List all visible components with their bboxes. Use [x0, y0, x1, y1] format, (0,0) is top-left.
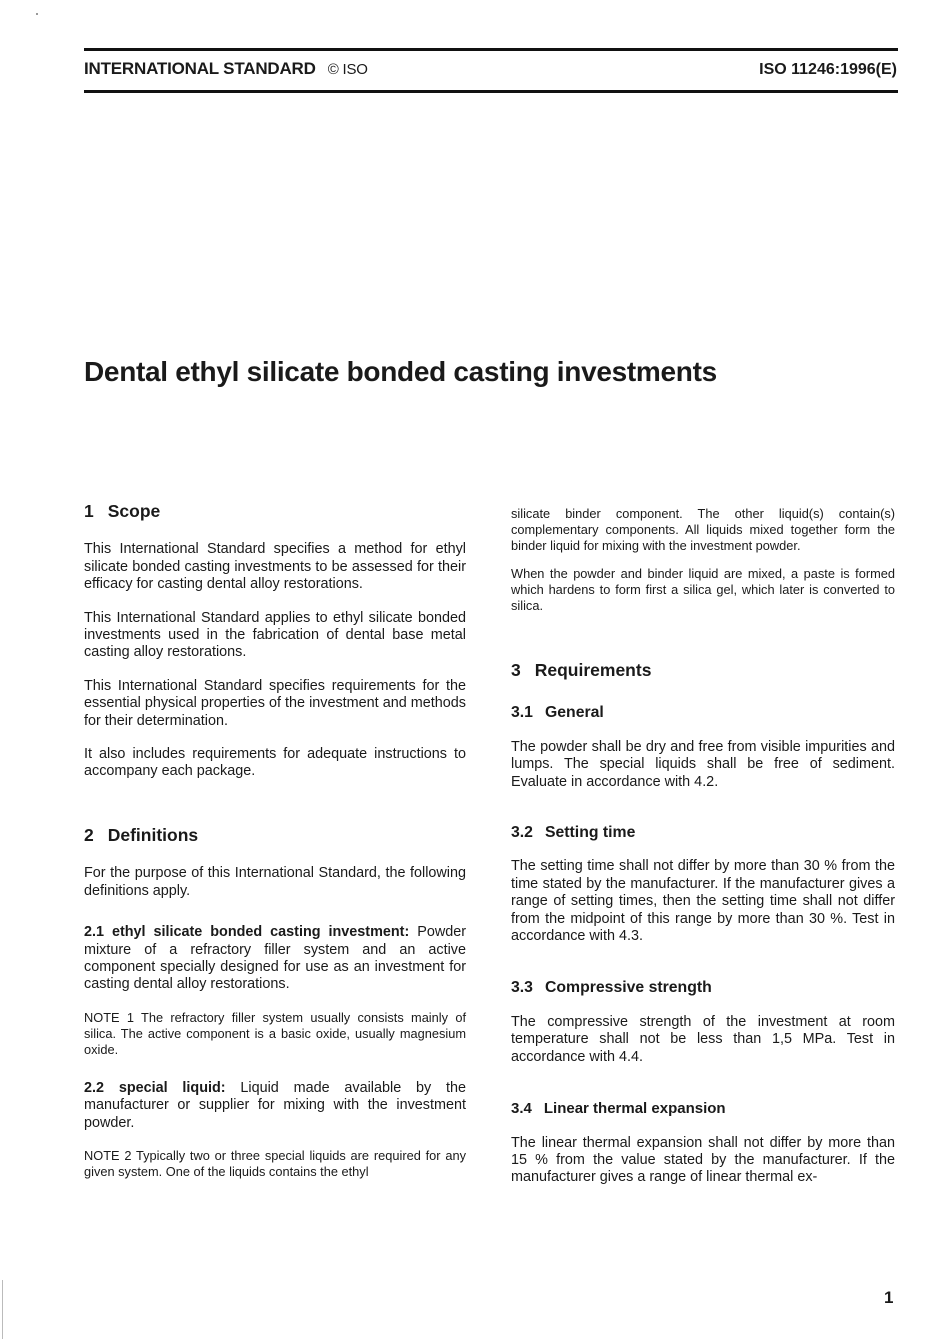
subsection-number: 3.1 — [511, 704, 533, 722]
subsection-title: Linear thermal expansion — [543, 1100, 726, 1118]
section-requirements-heading — [511, 662, 895, 679]
section-title: Definitions — [107, 824, 199, 845]
scan-edge-mark — [2, 1280, 3, 1339]
subsection-number: 3.4 — [511, 1100, 532, 1118]
definition-number: 2.1 — [84, 924, 105, 941]
definition-2-1 — [84, 924, 466, 994]
subsection-title: General — [544, 704, 604, 722]
section-title: Scope — [107, 501, 161, 521]
linear-thermal-expansion-text: The linear thermal expansion shall not differ by more than 15 % from the value stated by the manufacturer. If the manufacturer gives a range of linear thermal ex- — [511, 1134, 895, 1186]
header-standard-label — [84, 59, 368, 79]
subsection-general-heading — [511, 704, 895, 721]
section-number: 1 — [84, 501, 94, 521]
subsection-number: 3.3 — [511, 979, 533, 997]
section-definitions-heading — [84, 824, 466, 845]
scope-paragraph: This International Standard specifies requirements for the essential physical properties of the investment and methods for their determination. — [84, 677, 466, 729]
section-scope-heading — [84, 503, 466, 520]
compressive-strength-text: The compressive strength of the investment at room temperature shall not be less than 1,5 MPa. Test in accordance with 4.4. — [511, 1013, 895, 1065]
definition-term: ethyl silicate bonded casting investment: — [111, 924, 410, 941]
setting-time-text: The setting time shall not differ by more than 30 % from the time stated by the manufacturer. If the manufacturer gives a range of setting times, then the setting time shall not differ from the midpoint of this range by more than 30 %. Test in accordance with 4.3. — [511, 858, 895, 945]
page-number: 1 — [884, 1288, 894, 1307]
subsection-title: Compressive strength — [544, 979, 712, 997]
section-title: Requirements — [534, 660, 652, 680]
header-copyright: © ISO — [327, 61, 368, 78]
paste-paragraph: When the powder and binder liquid are mixed, a paste is formed which hardens to form first a silica gel, which later is converted to silica. — [511, 566, 895, 613]
header-bottom-rule — [84, 90, 898, 93]
scope-paragraph: It also includes requirements for adequate instructions to accompany each package. — [84, 746, 466, 780]
definition-text: Powder mixture of a refractory filler system and an active component specially designed for use as an investment for casting dental alloy restorations. — [84, 924, 467, 993]
document-title: Dental ethyl silicate bonded casting investments — [84, 356, 717, 387]
definition-number: 2.2 — [84, 1079, 105, 1096]
note-2-continuation: silicate binder component. The other liquid(s) contain(s) complementary components. All liquids mixed together form the binder liquid for mixing with the investment powder. — [511, 506, 895, 553]
definition-2-2 — [84, 1080, 466, 1132]
scan-speck — [36, 13, 38, 15]
subsection-linear-thermal-expansion-heading — [511, 1100, 895, 1117]
section-number: 2 — [84, 824, 94, 845]
definitions-intro: For the purpose of this International Standard, the following definitions apply. — [84, 865, 466, 899]
subsection-title: Setting time — [544, 824, 636, 842]
section-number: 3 — [511, 660, 521, 680]
subsection-number: 3.2 — [511, 824, 533, 842]
header-type: INTERNATIONAL STANDARD — [84, 59, 316, 78]
definition-term: special liquid: — [118, 1079, 226, 1096]
subsection-compressive-strength-heading — [511, 979, 895, 996]
note-2: NOTE 2 Typically two or three special liquids are required for any given system. One of the liquids contains the ethyl — [84, 1147, 466, 1179]
scope-paragraph: This International Standard applies to ethyl silicate bonded investments used in the fabrication of dental base metal casting alloy restorations. — [84, 609, 466, 661]
header-document-number: ISO 11246:1996(E) — [759, 61, 897, 78]
left-column — [84, 503, 466, 1196]
general-text: The powder shall be dry and free from visible impurities and lumps. The special liquids shall be free of sediment. Evaluate in accordance with 4.2. — [511, 738, 895, 790]
note-1: NOTE 1 The refractory filler system usually consists mainly of silica. The active component is a basic oxide, usually magnesium oxide. — [84, 1009, 466, 1057]
right-column — [511, 506, 895, 1203]
header-top-rule — [84, 48, 898, 51]
subsection-setting-time-heading — [511, 824, 895, 841]
definition-text: Liquid made available by the manufacturer or supplier for mixing with the investment powder. — [84, 1079, 467, 1131]
scope-paragraph: This International Standard specifies a method for ethyl silicate bonded casting investments to be assessed for their efficacy for casting dental alloy restorations. — [84, 541, 466, 593]
